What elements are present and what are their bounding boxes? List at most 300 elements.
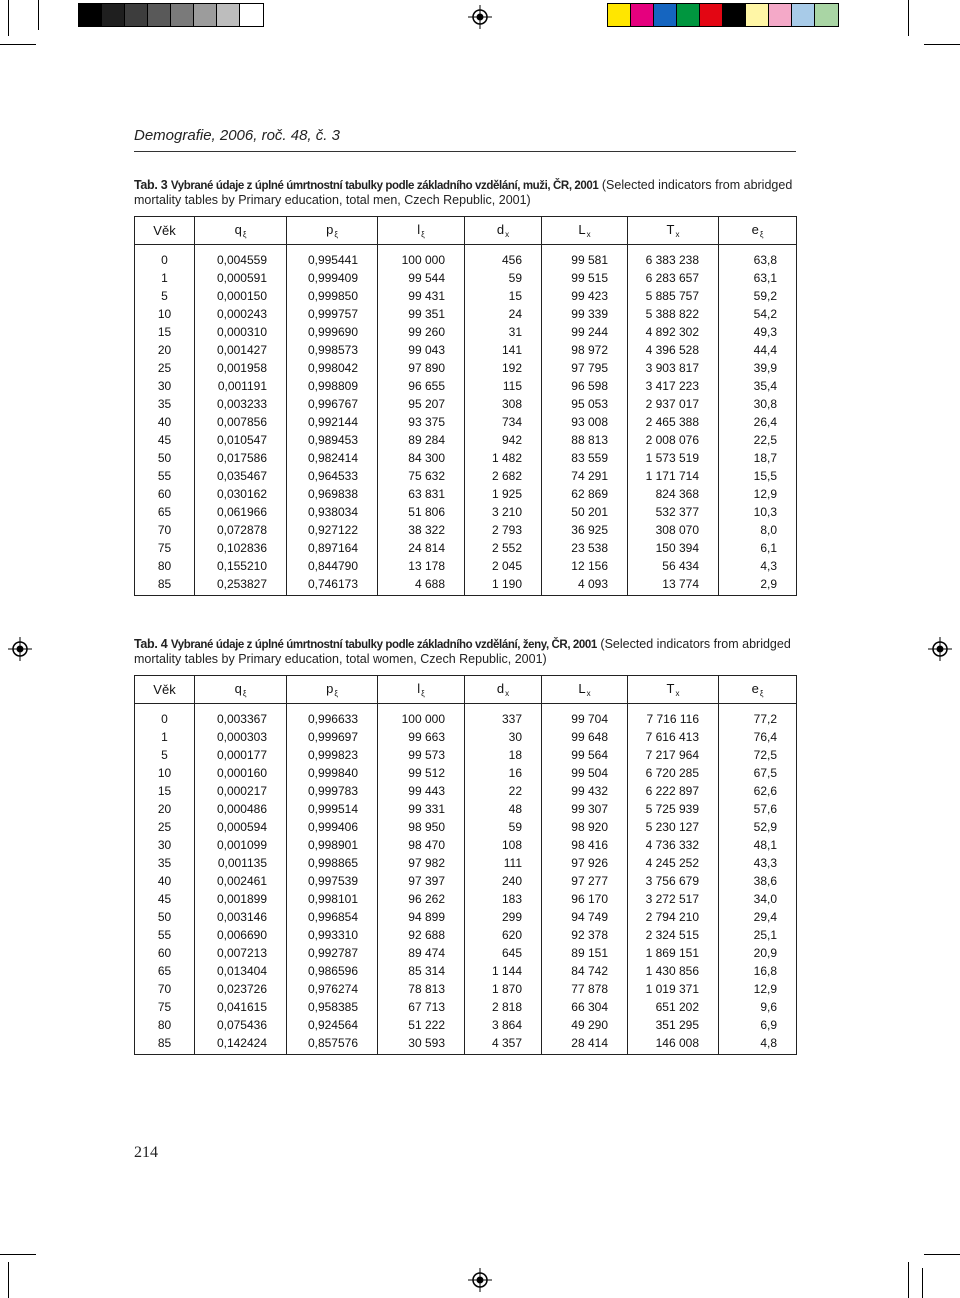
table-cell: 6 720 285 [628, 764, 719, 782]
table-cell: 67,5 [719, 764, 797, 782]
table-cell: 96 262 [378, 890, 465, 908]
table-cell: 76,4 [719, 728, 797, 746]
table-cell: 97 982 [378, 854, 465, 872]
table-cell: 5 885 757 [628, 287, 719, 305]
table-cell: 25,1 [719, 926, 797, 944]
table-cell: 62,6 [719, 782, 797, 800]
table-cell: 49,3 [719, 323, 797, 341]
table-cell: 94 749 [542, 908, 628, 926]
table-cell: 0,004559 [195, 245, 287, 270]
table-cell: 49 290 [542, 1016, 628, 1034]
table-cell: 0,000160 [195, 764, 287, 782]
age-cell: 45 [135, 431, 195, 449]
table-cell: 67 713 [378, 998, 465, 1016]
table-cell: 96 655 [378, 377, 465, 395]
age-cell: 75 [135, 539, 195, 557]
table-cell: 5 230 127 [628, 818, 719, 836]
table-cell: 4 736 332 [628, 836, 719, 854]
age-cell: 75 [135, 998, 195, 1016]
table-cell: 59,2 [719, 287, 797, 305]
table-cell: 66 304 [542, 998, 628, 1016]
table-cell: 39,9 [719, 359, 797, 377]
table-cell: 63 831 [378, 485, 465, 503]
table-cell: 0,030162 [195, 485, 287, 503]
table-row [135, 269, 797, 287]
table-row [135, 1016, 797, 1034]
color-swatch [194, 4, 217, 26]
table-cell: 0,999757 [287, 305, 378, 323]
age-cell: 15 [135, 782, 195, 800]
table-label: Tab. 4 [134, 637, 168, 651]
column-header [135, 217, 195, 245]
table-cell: 183 [465, 890, 542, 908]
table-cell: 16 [465, 764, 542, 782]
table-cell: 0,998101 [287, 890, 378, 908]
table-cell: 0,976274 [287, 980, 378, 998]
table-header-row [135, 676, 797, 704]
table-row [135, 998, 797, 1016]
table-cell: 20,9 [719, 944, 797, 962]
table-cell: 351 295 [628, 1016, 719, 1034]
table-cell: 100 000 [378, 245, 465, 270]
table-row [135, 728, 797, 746]
table-cell: 3 903 817 [628, 359, 719, 377]
table-cell: 0,075436 [195, 1016, 287, 1034]
table-cell: 0,007213 [195, 944, 287, 962]
table-cell: 4 396 528 [628, 341, 719, 359]
table-cell: 0,999409 [287, 269, 378, 287]
table-cell: 0,035467 [195, 467, 287, 485]
age-cell: 65 [135, 962, 195, 980]
table-cell: 96 170 [542, 890, 628, 908]
color-swatch [608, 4, 631, 26]
table-cell: 12 156 [542, 557, 628, 575]
table-cell: 0,993310 [287, 926, 378, 944]
table-cell: 2 465 388 [628, 413, 719, 431]
column-header [628, 217, 719, 245]
page-number: 214 [134, 1144, 158, 1161]
table-cell: 0,995441 [287, 245, 378, 270]
table-cell: 29,4 [719, 908, 797, 926]
color-calibration-bar [607, 3, 839, 27]
age-cell: 20 [135, 341, 195, 359]
table-cell: 0,000217 [195, 782, 287, 800]
mortality-table-men [134, 216, 797, 596]
table-cell: 0,155210 [195, 557, 287, 575]
running-head: Demografie, 2006, roč. 48, č. 3 [134, 127, 340, 144]
table-cell: 15,5 [719, 467, 797, 485]
table-cell: 0,996854 [287, 908, 378, 926]
table-cell: 59 [465, 269, 542, 287]
table-cell: 99 504 [542, 764, 628, 782]
age-cell: 45 [135, 890, 195, 908]
table-cell: 0,000303 [195, 728, 287, 746]
table-cell: 2 324 515 [628, 926, 719, 944]
table-cell: 0,003146 [195, 908, 287, 926]
column-header [287, 676, 378, 704]
table-cell: 97 795 [542, 359, 628, 377]
table-cell: 2 793 [465, 521, 542, 539]
table-cell: 0,061966 [195, 503, 287, 521]
table-cell: 0,253827 [195, 575, 287, 596]
table-cell: 0,986596 [287, 962, 378, 980]
table-cell: 240 [465, 872, 542, 890]
color-swatch [240, 4, 263, 26]
table-row [135, 890, 797, 908]
table-cell: 0,924564 [287, 1016, 378, 1034]
age-cell: 25 [135, 818, 195, 836]
table-cell: 97 277 [542, 872, 628, 890]
table-cell: 54,2 [719, 305, 797, 323]
table-cell: 0,142424 [195, 1034, 287, 1055]
table-cell: 0,999783 [287, 782, 378, 800]
crop-mark [924, 1254, 960, 1255]
age-cell: 5 [135, 287, 195, 305]
crop-mark [0, 1254, 36, 1255]
table-cell: 99 351 [378, 305, 465, 323]
table-cell: 99 515 [542, 269, 628, 287]
table-header-row [135, 217, 797, 245]
table-cell: 4,8 [719, 1034, 797, 1055]
column-header [195, 217, 287, 245]
table-cell: 99 512 [378, 764, 465, 782]
table-cell: 43,3 [719, 854, 797, 872]
table-cell: 85 314 [378, 962, 465, 980]
column-header-symbol: Věk [153, 223, 176, 238]
registration-mark-icon [8, 637, 32, 661]
table-cell: 0,958385 [287, 998, 378, 1016]
table-cell: 2 937 017 [628, 395, 719, 413]
table-cell: 72,5 [719, 746, 797, 764]
table-cell: 78 813 [378, 980, 465, 998]
color-swatch [654, 4, 677, 26]
table-cell: 6 222 897 [628, 782, 719, 800]
age-cell: 80 [135, 557, 195, 575]
table-cell: 57,6 [719, 800, 797, 818]
table-cell: 99 431 [378, 287, 465, 305]
table-cell: 24 814 [378, 539, 465, 557]
table-cell: 0,844790 [287, 557, 378, 575]
age-cell: 0 [135, 245, 195, 270]
color-swatch [792, 4, 815, 26]
crop-mark [922, 1268, 923, 1298]
table-cell: 645 [465, 944, 542, 962]
table-cell: 0,001099 [195, 836, 287, 854]
column-header-symbol: e [751, 222, 759, 237]
table-cell: 97 397 [378, 872, 465, 890]
table-cell: 4 093 [542, 575, 628, 596]
table-cell: 35,4 [719, 377, 797, 395]
age-cell: 30 [135, 377, 195, 395]
column-header-symbol: d [496, 681, 505, 696]
table-row [135, 413, 797, 431]
table-cell: 99 443 [378, 782, 465, 800]
table-title: Vybrané údaje z úplné úmrtnostní tabulky podle základního vzdělání, ženy, ČR, 2001 [170, 639, 597, 651]
color-swatch [769, 4, 792, 26]
table-row [135, 926, 797, 944]
table-cell: 0,992787 [287, 944, 378, 962]
color-swatch [217, 4, 240, 26]
color-swatch [125, 4, 148, 26]
age-cell: 20 [135, 800, 195, 818]
table-cell: 0,003233 [195, 395, 287, 413]
crop-mark [8, 0, 9, 36]
age-cell: 10 [135, 305, 195, 323]
table-cell: 3 272 517 [628, 890, 719, 908]
table-cell: 99 307 [542, 800, 628, 818]
table-cell: 308 [465, 395, 542, 413]
registration-mark-icon [468, 5, 492, 29]
age-cell: 5 [135, 746, 195, 764]
table-cell: 51 222 [378, 1016, 465, 1034]
age-cell: 1 [135, 728, 195, 746]
table-row [135, 245, 797, 270]
table-cell: 299 [465, 908, 542, 926]
table-cell: 93 375 [378, 413, 465, 431]
crop-mark [908, 1262, 909, 1298]
color-swatch [677, 4, 700, 26]
table-cell: 6,1 [719, 539, 797, 557]
table-cell: 99 573 [378, 746, 465, 764]
table-cell: 1 925 [465, 485, 542, 503]
table-cell: 56 434 [628, 557, 719, 575]
column-header [542, 676, 628, 704]
table-cell: 1 869 151 [628, 944, 719, 962]
table-cell: 0,969838 [287, 485, 378, 503]
table-cell: 2 794 210 [628, 908, 719, 926]
column-header [465, 676, 542, 704]
table-cell: 0,102836 [195, 539, 287, 557]
table-cell: 192 [465, 359, 542, 377]
table-row [135, 818, 797, 836]
table-cell: 12,9 [719, 980, 797, 998]
table-cell: 0,999690 [287, 323, 378, 341]
registration-mark-icon [468, 1268, 492, 1292]
table-row [135, 377, 797, 395]
table-cell: 89 284 [378, 431, 465, 449]
age-cell: 40 [135, 413, 195, 431]
table-cell: 0,010547 [195, 431, 287, 449]
table-cell: 28 414 [542, 1034, 628, 1055]
table-cell: 75 632 [378, 467, 465, 485]
column-header-symbol: Věk [153, 682, 176, 697]
table-cell: 30 593 [378, 1034, 465, 1055]
table-cell: 10,3 [719, 503, 797, 521]
column-header-symbol: p [326, 681, 334, 696]
table-cell: 1 430 856 [628, 962, 719, 980]
column-header-symbol: l [417, 222, 421, 237]
table-cell: 0,000150 [195, 287, 287, 305]
column-header [195, 676, 287, 704]
table-subtitle: (Selected indicators from abridged mortality tables by Primary education, total women, Czech Republic, 2001) [134, 637, 791, 666]
age-cell: 10 [135, 764, 195, 782]
table-cell: 115 [465, 377, 542, 395]
table-cell: 44,4 [719, 341, 797, 359]
column-header-subscript: ξ [421, 230, 425, 239]
table-cell: 0,992144 [287, 413, 378, 431]
table-cell: 98 972 [542, 341, 628, 359]
mortality-table-women [134, 675, 797, 1055]
table-cell: 74 291 [542, 467, 628, 485]
table-cell: 0,997539 [287, 872, 378, 890]
table-cell: 89 151 [542, 944, 628, 962]
table-cell: 2 682 [465, 467, 542, 485]
table-cell: 1 573 519 [628, 449, 719, 467]
age-cell: 30 [135, 836, 195, 854]
color-swatch [723, 4, 746, 26]
table-cell: 100 000 [378, 704, 465, 729]
table-cell: 99 331 [378, 800, 465, 818]
column-header-subscript: x [586, 230, 591, 239]
table-row [135, 449, 797, 467]
table-cell: 99 043 [378, 341, 465, 359]
table-cell: 0,000486 [195, 800, 287, 818]
table-cell: 99 704 [542, 704, 628, 729]
age-cell: 80 [135, 1016, 195, 1034]
table-cell: 96 598 [542, 377, 628, 395]
column-header [135, 676, 195, 704]
table-cell: 0,001899 [195, 890, 287, 908]
table-row [135, 557, 797, 575]
table-cell: 0,938034 [287, 503, 378, 521]
table-cell: 77,2 [719, 704, 797, 729]
table-cell: 18,7 [719, 449, 797, 467]
column-header-subscript: ξ [759, 689, 764, 698]
table-cell: 141 [465, 341, 542, 359]
color-swatch [148, 4, 171, 26]
table-cell: 0,013404 [195, 962, 287, 980]
age-cell: 60 [135, 485, 195, 503]
table-cell: 30 [465, 728, 542, 746]
table-cell: 146 008 [628, 1034, 719, 1055]
table-cell: 1 171 714 [628, 467, 719, 485]
table-cell: 0,998865 [287, 854, 378, 872]
table-cell: 88 813 [542, 431, 628, 449]
table-row [135, 575, 797, 596]
column-header-symbol: d [496, 222, 505, 237]
table-cell: 99 244 [542, 323, 628, 341]
column-header-subscript: ξ [334, 689, 338, 698]
table-cell: 0,000591 [195, 269, 287, 287]
table-row [135, 962, 797, 980]
age-cell: 0 [135, 704, 195, 729]
grayscale-calibration-bar [78, 3, 264, 27]
color-swatch [79, 4, 102, 26]
table-cell: 0,000243 [195, 305, 287, 323]
table-subtitle: (Selected indicators from abridged mortality tables by Primary education, total men, Czech Republic, 2001) [134, 178, 793, 207]
table-cell: 26,4 [719, 413, 797, 431]
table-cell: 18 [465, 746, 542, 764]
age-cell: 65 [135, 503, 195, 521]
table-cell: 0,982414 [287, 449, 378, 467]
age-cell: 35 [135, 395, 195, 413]
table-cell: 0,989453 [287, 431, 378, 449]
table-cell: 62 869 [542, 485, 628, 503]
table-cell: 99 432 [542, 782, 628, 800]
table-cell: 48 [465, 800, 542, 818]
table-cell: 337 [465, 704, 542, 729]
table-cell: 620 [465, 926, 542, 944]
table-cell: 4 892 302 [628, 323, 719, 341]
table-cell: 1 190 [465, 575, 542, 596]
crop-mark [908, 0, 909, 36]
table-cell: 63,1 [719, 269, 797, 287]
registration-mark-icon [928, 637, 952, 661]
table-row [135, 872, 797, 890]
table-cell: 108 [465, 836, 542, 854]
table-row [135, 287, 797, 305]
column-header-symbol: T [666, 222, 675, 237]
column-header-subscript: x [675, 689, 680, 698]
table-row [135, 341, 797, 359]
age-cell: 1 [135, 269, 195, 287]
table-cell: 0,999697 [287, 728, 378, 746]
age-cell: 55 [135, 926, 195, 944]
table-cell: 31 [465, 323, 542, 341]
table-cell: 30,8 [719, 395, 797, 413]
table-cell: 7 217 964 [628, 746, 719, 764]
table-row [135, 503, 797, 521]
table-cell: 0,001427 [195, 341, 287, 359]
table-cell: 89 474 [378, 944, 465, 962]
table-cell: 532 377 [628, 503, 719, 521]
table-cell: 308 070 [628, 521, 719, 539]
age-cell: 85 [135, 1034, 195, 1055]
column-header-symbol: L [578, 681, 586, 696]
color-swatch [102, 4, 125, 26]
table-cell: 0,999850 [287, 287, 378, 305]
table-row [135, 395, 797, 413]
table-cell: 51 806 [378, 503, 465, 521]
column-header-subscript: x [675, 230, 680, 239]
table-cell: 99 423 [542, 287, 628, 305]
table-cell: 0,000177 [195, 746, 287, 764]
table-cell: 6 283 657 [628, 269, 719, 287]
table-cell: 5 388 822 [628, 305, 719, 323]
table-cell: 2 008 076 [628, 431, 719, 449]
table-cell: 824 368 [628, 485, 719, 503]
color-swatch [815, 4, 838, 26]
table-cell: 34,0 [719, 890, 797, 908]
table-cell: 7 616 413 [628, 728, 719, 746]
crop-mark [8, 1262, 9, 1298]
table-cell: 0,746173 [287, 575, 378, 596]
table-cell: 1 019 371 [628, 980, 719, 998]
table-cell: 2 045 [465, 557, 542, 575]
column-header-symbol: q [234, 681, 242, 696]
table-cell: 0,000310 [195, 323, 287, 341]
table-row [135, 854, 797, 872]
table-cell: 0,023726 [195, 980, 287, 998]
table-cell: 7 716 116 [628, 704, 719, 729]
column-header-subscript: ξ [242, 689, 247, 698]
table-cell: 99 564 [542, 746, 628, 764]
age-cell: 15 [135, 323, 195, 341]
table-cell: 9,6 [719, 998, 797, 1016]
table-cell: 36 925 [542, 521, 628, 539]
table-cell: 1 482 [465, 449, 542, 467]
table-cell: 0,003367 [195, 704, 287, 729]
age-cell: 55 [135, 467, 195, 485]
column-header [719, 217, 797, 245]
column-header [378, 676, 465, 704]
header-rule [134, 151, 796, 152]
table-cell: 99 260 [378, 323, 465, 341]
table-cell: 0,017586 [195, 449, 287, 467]
table-cell: 48,1 [719, 836, 797, 854]
table-row [135, 782, 797, 800]
table-row [135, 944, 797, 962]
